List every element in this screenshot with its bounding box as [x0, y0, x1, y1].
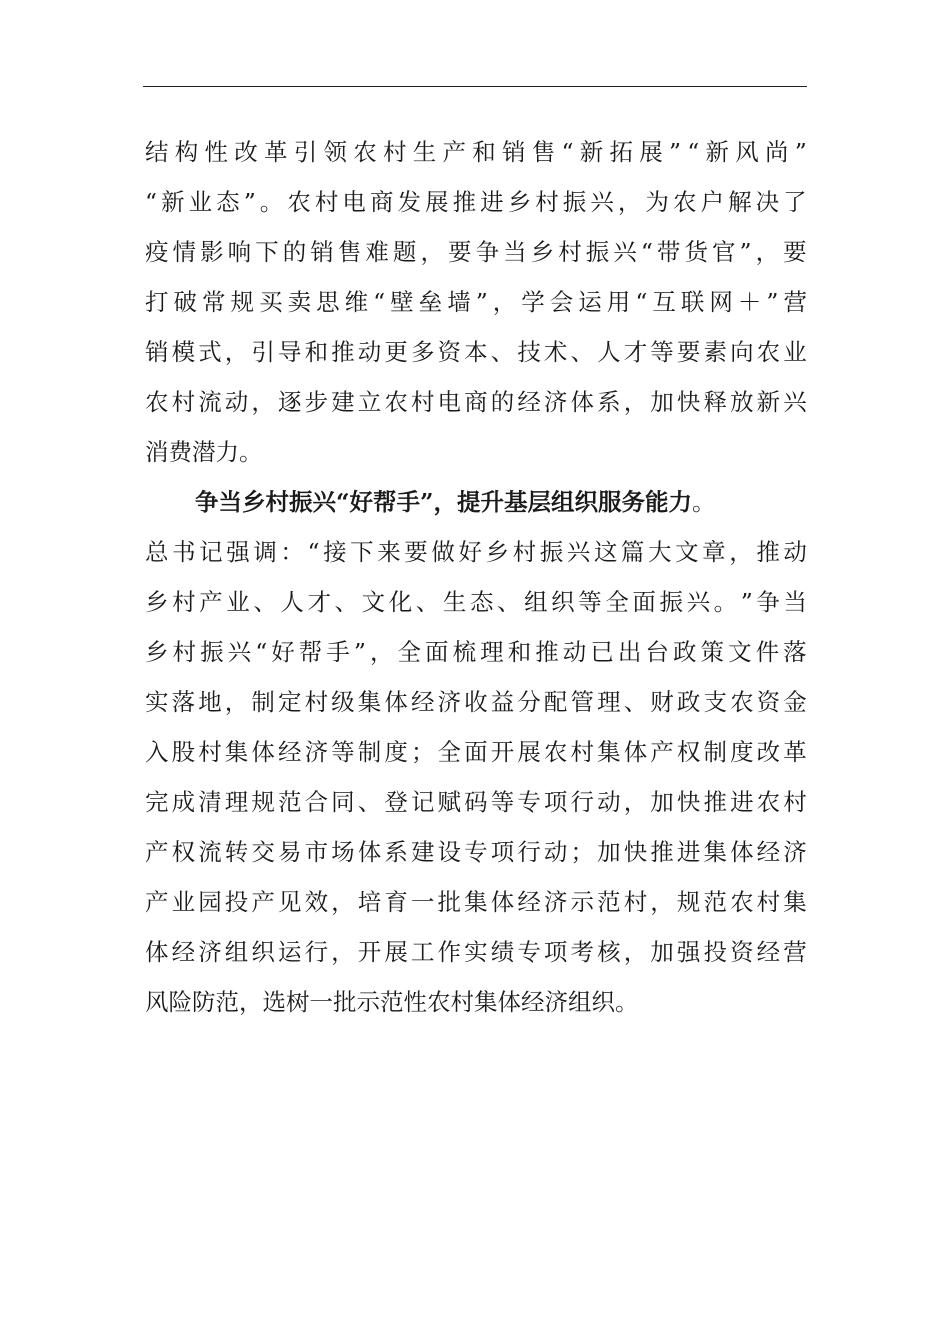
paragraph-2-line: 乡 村 振 兴 “ 好 帮 手 ” ， 全 面 梳 理 和 推 动 已 出 台 政 策 文 件 落: [145, 638, 807, 666]
paragraph-1-line: 疫 情 影 响 下 的 销 售 难 题 ， 要 争 当 乡 村 振 兴 “ 带 货 官 ” ， 要: [145, 238, 807, 266]
paragraph-2-line: 产 权 流 转 交 易 市 场 体 系 建 设 专 项 行 动 ； 加 快 推 进 集 体 经 济: [145, 838, 807, 866]
paragraph-1: [145, 127, 807, 477]
paragraph-2-line: 完 成 清 理 规 范 合 同 、 登 记 赋 码 等 专 项 行 动 ， 加 快 推 进 农 村: [145, 788, 807, 816]
header-rule: [143, 86, 807, 87]
paragraph-2-line: 体 经 济 组 织 运 行 ， 开 展 工 作 实 绩 专 项 考 核 ， 加 强 投 资 经 营: [145, 938, 807, 966]
paragraph-2-line: 风险防范，选树一批示范性农村集体经济组织。: [145, 988, 639, 1016]
paragraph-1-line: “ 新 业 态 ” 。 农 村 电 商 发 展 推 进 乡 村 振 兴 ， 为 农 户 解 决 了: [145, 188, 807, 216]
paragraph-1-line: 销 模 式 ， 引 导 和 推 动 更 多 资 本 、 技 术 、 人 才 等 要 素 向 农 业: [145, 338, 807, 366]
paragraph-1-line: 结 构 性 改 革 引 领 农 村 生 产 和 销 售 “ 新 拓 展 ” “ 新 风 尚 ”: [145, 138, 807, 166]
paragraph-2-heading-punct: 。: [692, 488, 716, 516]
paragraph-1-line: 消费潜力。: [145, 438, 263, 466]
paragraph-2-heading-line: [145, 477, 807, 527]
paragraph-2-line: 入 股 村 集 体 经 济 等 制 度 ； 全 面 开 展 农 村 集 体 产 权 制 度 改 革: [145, 738, 807, 766]
paragraph-2-line: 实 落 地 ， 制 定 村 级 集 体 经 济 收 益 分 配 管 理 、 财 政 支 农 资 金: [145, 688, 807, 716]
paragraph-2: [145, 477, 807, 1027]
paragraph-2-line: 产 业 园 投 产 见 效 ， 培 育 一 批 集 体 经 济 示 范 村 ， 规 范 农 村 集: [145, 888, 807, 916]
paragraph-2-line: 总 书 记 强 调 ： “ 接 下 来 要 做 好 乡 村 振 兴 这 篇 大 文 章 ， 推 动: [145, 538, 807, 566]
paragraph-1-line: 农 村 流 动 ， 逐 步 建 立 农 村 电 商 的 经 济 体 系 ， 加 快 释 放 新 兴: [145, 388, 807, 416]
document-body: [145, 127, 807, 1027]
paragraph-1-line: 打 破 常 规 买 卖 思 维 “ 壁 垒 墙 ” ， 学 会 运 用 “ 互 联 网 ＋ ” 营: [145, 288, 807, 316]
paragraph-2-heading: 争当乡村振兴“好帮手”，提升基层组织服务能力: [195, 488, 693, 516]
paragraph-2-line: 乡 村 产 业 、 人 才 、 文 化 、 生 态 、 组 织 等 全 面 振 兴 。 ” 争 当: [145, 588, 807, 616]
